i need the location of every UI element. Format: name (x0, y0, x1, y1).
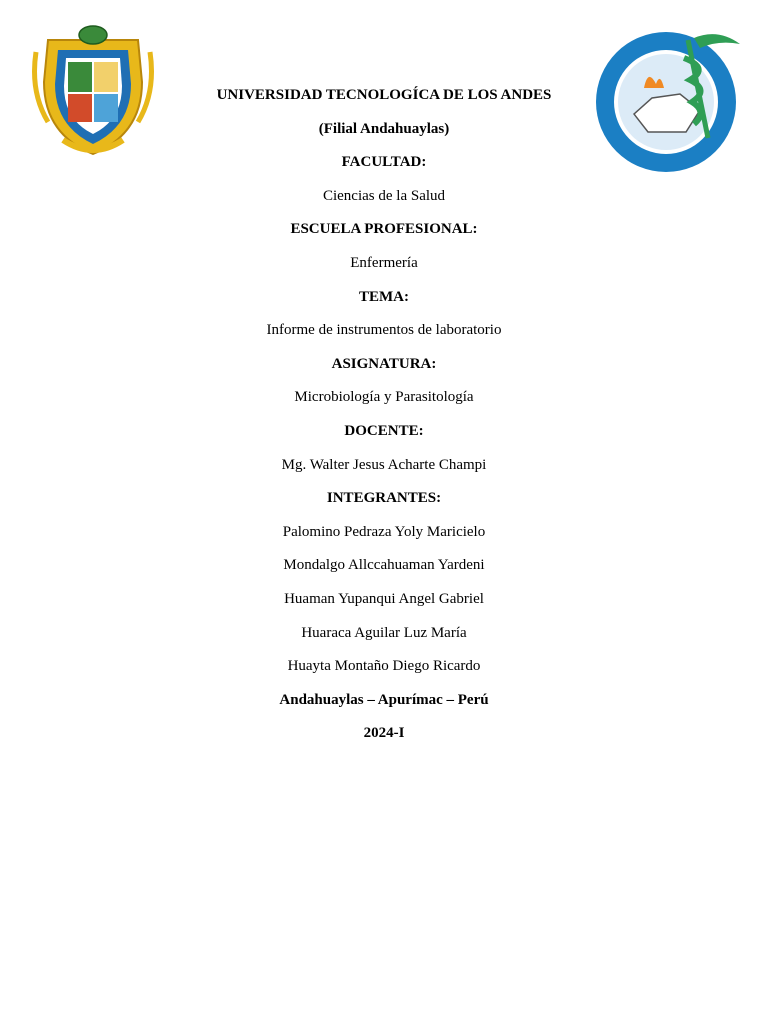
topic-value: Informe de instrumentos de laboratorio (266, 322, 502, 339)
member-name: Huaman Yupanqui Angel Gabriel (284, 590, 484, 607)
member-name: Huaraca Aguilar Luz María (301, 624, 467, 641)
topic-label: TEMA: (359, 288, 409, 305)
university-name: UNIVERSIDAD TECNOLOGÍCA DE LOS ANDES (216, 87, 552, 103)
members-label: INTEGRANTES: (326, 490, 442, 507)
nursing-school-seal-logo (590, 28, 746, 174)
location-line: Andahuaylas – Apurímac – Perú (279, 691, 489, 708)
member-name: Palomino Pedraza Yoly Maricielo (282, 523, 486, 540)
branch-name: (Filial Andahuaylas) (318, 120, 450, 137)
period-line: 2024-I (363, 725, 405, 742)
cover-text-block (184, 79, 584, 751)
member-name: Huayta Montaño Diego Ricardo (287, 658, 481, 675)
teacher-value: Mg. Walter Jesus Acharte Champi (281, 456, 487, 473)
member-name: Mondalgo Allccahuaman Yardeni (283, 557, 485, 574)
school-value: Enfermería (350, 254, 418, 271)
faculty-label: FACULTAD: (341, 154, 427, 171)
teacher-label: DOCENTE: (344, 422, 424, 439)
faculty-value: Ciencias de la Salud (322, 187, 446, 204)
school-label: ESCUELA PROFESIONAL: (290, 221, 478, 238)
subject-value: Microbiología y Parasitología (294, 389, 474, 406)
university-crest-logo (28, 22, 158, 162)
subject-label: ASIGNATURA: (331, 355, 437, 372)
